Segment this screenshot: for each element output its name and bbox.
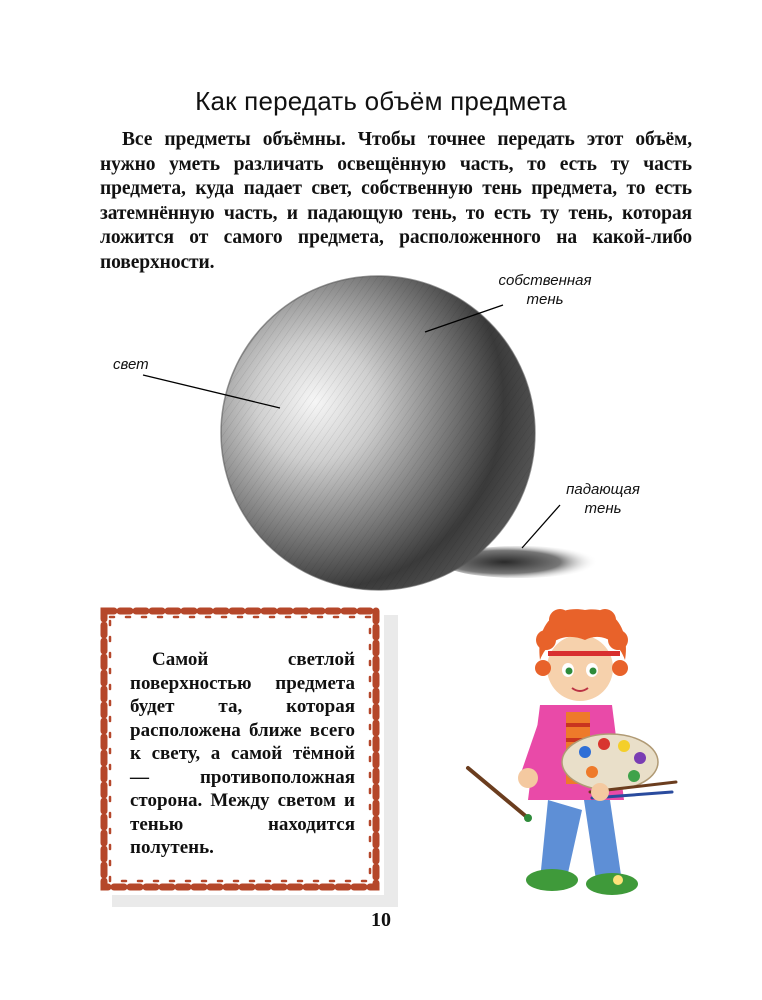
label-own-shadow: собственная тень	[498, 272, 592, 308]
frame-text: Самой светлой поверхностью предмета будет та, которая расположена ближе всего к свету, а самой тёмной — противоположная сторона. Между светом и тенью находится полутень.	[130, 649, 355, 858]
page-title: Как передать объём предмета	[195, 86, 567, 116]
label-light: свет	[113, 356, 149, 373]
label-cast-shadow: падающая тень	[566, 481, 640, 517]
page-number: 10	[371, 909, 391, 931]
intro-paragraph: Все предметы объёмны. Чтобы точнее передать этот объём, нужно уметь различать освещённую часть, то есть ту часть предмета, куда падает свет, собственную тень предмета, то есть затемнённую часть, и падающую тень, то есть ту тень, которая ложится от самого предмета, расположенного на какой-либо поверхности.	[100, 129, 692, 273]
